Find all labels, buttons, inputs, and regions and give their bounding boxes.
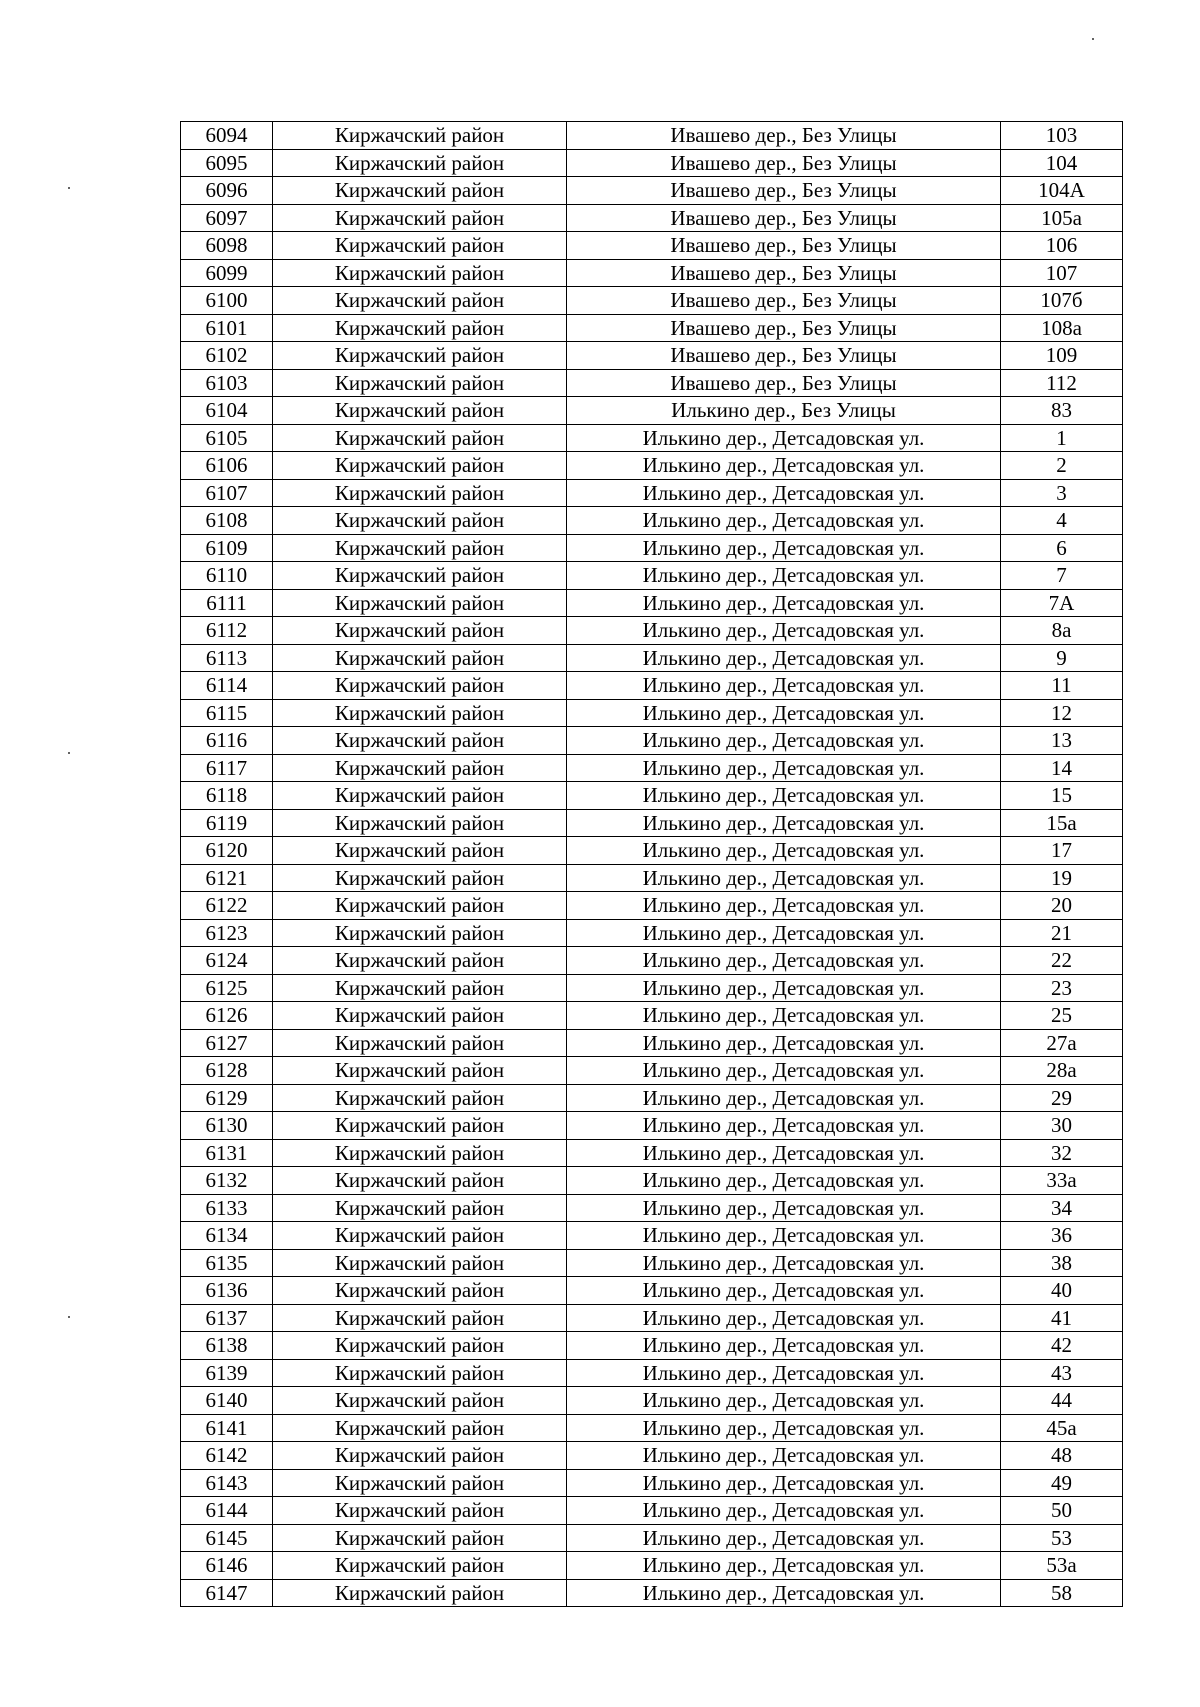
district-cell: Киржачский район (273, 644, 567, 672)
table-row (181, 122, 1123, 150)
row-number-cell: 6146 (181, 1552, 273, 1580)
house-number-cell: 2 (1001, 452, 1123, 480)
row-number-cell: 6116 (181, 727, 273, 755)
row-number-cell: 6124 (181, 947, 273, 975)
house-number-cell: 43 (1001, 1359, 1123, 1387)
address-cell: Илькино дер., Детсадовская ул. (567, 754, 1001, 782)
row-number-cell: 6121 (181, 864, 273, 892)
row-number-cell: 6142 (181, 1442, 273, 1470)
district-cell: Киржачский район (273, 177, 567, 205)
row-number-cell: 6129 (181, 1084, 273, 1112)
district-cell: Киржачский район (273, 947, 567, 975)
district-cell: Киржачский район (273, 122, 567, 150)
address-registry-table (180, 121, 1123, 1607)
house-number-cell: 49 (1001, 1469, 1123, 1497)
table-row (181, 397, 1123, 425)
district-cell: Киржачский район (273, 919, 567, 947)
district-cell: Киржачский район (273, 974, 567, 1002)
table-row (181, 562, 1123, 590)
table-row (181, 1222, 1123, 1250)
table-row (181, 947, 1123, 975)
house-number-cell: 8а (1001, 617, 1123, 645)
house-number-cell: 9 (1001, 644, 1123, 672)
address-cell: Илькино дер., Детсадовская ул. (567, 1304, 1001, 1332)
row-number-cell: 6120 (181, 837, 273, 865)
district-cell: Киржачский район (273, 259, 567, 287)
house-number-cell: 36 (1001, 1222, 1123, 1250)
table-row (181, 1029, 1123, 1057)
table-row (181, 1552, 1123, 1580)
address-cell: Илькино дер., Детсадовская ул. (567, 1167, 1001, 1195)
address-cell: Илькино дер., Без Улицы (567, 397, 1001, 425)
row-number-cell: 6094 (181, 122, 273, 150)
house-number-cell: 34 (1001, 1194, 1123, 1222)
house-number-cell: 44 (1001, 1387, 1123, 1415)
address-cell: Илькино дер., Детсадовская ул. (567, 424, 1001, 452)
house-number-cell: 6 (1001, 534, 1123, 562)
table-row (181, 1497, 1123, 1525)
row-number-cell: 6122 (181, 892, 273, 920)
table-row (181, 177, 1123, 205)
house-number-cell: 48 (1001, 1442, 1123, 1470)
table-row (181, 1469, 1123, 1497)
table-row (181, 837, 1123, 865)
house-number-cell: 112 (1001, 369, 1123, 397)
table-row (181, 919, 1123, 947)
table-row (181, 424, 1123, 452)
address-cell: Илькино дер., Детсадовская ул. (567, 507, 1001, 535)
address-cell: Илькино дер., Детсадовская ул. (567, 452, 1001, 480)
row-number-cell: 6139 (181, 1359, 273, 1387)
address-cell: Илькино дер., Детсадовская ул. (567, 1387, 1001, 1415)
row-number-cell: 6102 (181, 342, 273, 370)
row-number-cell: 6134 (181, 1222, 273, 1250)
table-row (181, 342, 1123, 370)
address-cell: Илькино дер., Детсадовская ул. (567, 1414, 1001, 1442)
row-number-cell: 6127 (181, 1029, 273, 1057)
address-cell: Илькино дер., Детсадовская ул. (567, 892, 1001, 920)
table-row (181, 149, 1123, 177)
row-number-cell: 6132 (181, 1167, 273, 1195)
table-row (181, 1112, 1123, 1140)
district-cell: Киржачский район (273, 864, 567, 892)
district-cell: Киржачский район (273, 1469, 567, 1497)
row-number-cell: 6109 (181, 534, 273, 562)
row-number-cell: 6130 (181, 1112, 273, 1140)
table-row (181, 974, 1123, 1002)
table-row (181, 1332, 1123, 1360)
table-row (181, 644, 1123, 672)
row-number-cell: 6136 (181, 1277, 273, 1305)
address-cell: Илькино дер., Детсадовская ул. (567, 1524, 1001, 1552)
table-row (181, 617, 1123, 645)
district-cell: Киржачский район (273, 1359, 567, 1387)
house-number-cell: 20 (1001, 892, 1123, 920)
row-number-cell: 6128 (181, 1057, 273, 1085)
row-number-cell: 6117 (181, 754, 273, 782)
district-cell: Киржачский район (273, 754, 567, 782)
address-cell: Ивашево дер., Без Улицы (567, 314, 1001, 342)
house-number-cell: 58 (1001, 1579, 1123, 1607)
house-number-cell: 104А (1001, 177, 1123, 205)
table-row (181, 1139, 1123, 1167)
table-row (181, 314, 1123, 342)
address-cell: Илькино дер., Детсадовская ул. (567, 947, 1001, 975)
house-number-cell: 23 (1001, 974, 1123, 1002)
house-number-cell: 45а (1001, 1414, 1123, 1442)
address-cell: Илькино дер., Детсадовская ул. (567, 1057, 1001, 1085)
table-row (181, 892, 1123, 920)
row-number-cell: 6113 (181, 644, 273, 672)
district-cell: Киржачский район (273, 452, 567, 480)
table-row (181, 204, 1123, 232)
house-number-cell: 22 (1001, 947, 1123, 975)
district-cell: Киржачский район (273, 1414, 567, 1442)
table-row (181, 1167, 1123, 1195)
district-cell: Киржачский район (273, 342, 567, 370)
district-cell: Киржачский район (273, 1332, 567, 1360)
row-number-cell: 6131 (181, 1139, 273, 1167)
row-number-cell: 6118 (181, 782, 273, 810)
house-number-cell: 107б (1001, 287, 1123, 315)
row-number-cell: 6110 (181, 562, 273, 590)
table-row (181, 1249, 1123, 1277)
address-cell: Ивашево дер., Без Улицы (567, 259, 1001, 287)
table-row (181, 1194, 1123, 1222)
district-cell: Киржачский район (273, 809, 567, 837)
row-number-cell: 6126 (181, 1002, 273, 1030)
address-cell: Илькино дер., Детсадовская ул. (567, 1002, 1001, 1030)
table-row (181, 1084, 1123, 1112)
row-number-cell: 6101 (181, 314, 273, 342)
table-body (181, 122, 1123, 1607)
row-number-cell: 6115 (181, 699, 273, 727)
district-cell: Киржачский район (273, 232, 567, 260)
table-row (181, 754, 1123, 782)
district-cell: Киржачский район (273, 287, 567, 315)
district-cell: Киржачский район (273, 699, 567, 727)
address-cell: Илькино дер., Детсадовская ул. (567, 1442, 1001, 1470)
address-cell: Илькино дер., Детсадовская ул. (567, 1277, 1001, 1305)
table-row (181, 1304, 1123, 1332)
house-number-cell: 13 (1001, 727, 1123, 755)
row-number-cell: 6119 (181, 809, 273, 837)
address-cell: Ивашево дер., Без Улицы (567, 342, 1001, 370)
district-cell: Киржачский район (273, 1057, 567, 1085)
house-number-cell: 108а (1001, 314, 1123, 342)
house-number-cell: 50 (1001, 1497, 1123, 1525)
house-number-cell: 103 (1001, 122, 1123, 150)
house-number-cell: 105а (1001, 204, 1123, 232)
row-number-cell: 6106 (181, 452, 273, 480)
address-cell: Илькино дер., Детсадовская ул. (567, 1469, 1001, 1497)
table-row (181, 534, 1123, 562)
district-cell: Киржачский район (273, 1524, 567, 1552)
house-number-cell: 83 (1001, 397, 1123, 425)
district-cell: Киржачский район (273, 204, 567, 232)
table-row (181, 809, 1123, 837)
table-row (181, 232, 1123, 260)
district-cell: Киржачский район (273, 1277, 567, 1305)
table-row (181, 479, 1123, 507)
address-cell: Илькино дер., Детсадовская ул. (567, 589, 1001, 617)
house-number-cell: 41 (1001, 1304, 1123, 1332)
district-cell: Киржачский район (273, 314, 567, 342)
house-number-cell: 25 (1001, 1002, 1123, 1030)
district-cell: Киржачский район (273, 672, 567, 700)
table-row (181, 589, 1123, 617)
house-number-cell: 32 (1001, 1139, 1123, 1167)
house-number-cell: 7А (1001, 589, 1123, 617)
address-cell: Ивашево дер., Без Улицы (567, 287, 1001, 315)
district-cell: Киржачский район (273, 1222, 567, 1250)
row-number-cell: 6111 (181, 589, 273, 617)
address-cell: Илькино дер., Детсадовская ул. (567, 1359, 1001, 1387)
row-number-cell: 6098 (181, 232, 273, 260)
district-cell: Киржачский район (273, 507, 567, 535)
table-row (181, 1002, 1123, 1030)
row-number-cell: 6145 (181, 1524, 273, 1552)
district-cell: Киржачский район (273, 1112, 567, 1140)
district-cell: Киржачский район (273, 589, 567, 617)
table-row (181, 452, 1123, 480)
address-cell: Илькино дер., Детсадовская ул. (567, 1084, 1001, 1112)
district-cell: Киржачский район (273, 149, 567, 177)
house-number-cell: 19 (1001, 864, 1123, 892)
table-row (181, 1442, 1123, 1470)
table-row (181, 507, 1123, 535)
row-number-cell: 6123 (181, 919, 273, 947)
row-number-cell: 6097 (181, 204, 273, 232)
district-cell: Киржачский район (273, 892, 567, 920)
house-number-cell: 38 (1001, 1249, 1123, 1277)
row-number-cell: 6114 (181, 672, 273, 700)
district-cell: Киржачский район (273, 562, 567, 590)
address-cell: Ивашево дер., Без Улицы (567, 369, 1001, 397)
address-cell: Ивашево дер., Без Улицы (567, 122, 1001, 150)
address-cell: Илькино дер., Детсадовская ул. (567, 699, 1001, 727)
scan-speck (68, 187, 70, 189)
district-cell: Киржачский район (273, 1167, 567, 1195)
address-cell: Илькино дер., Детсадовская ул. (567, 1029, 1001, 1057)
house-number-cell: 107 (1001, 259, 1123, 287)
row-number-cell: 6137 (181, 1304, 273, 1332)
table-row (181, 1359, 1123, 1387)
address-cell: Илькино дер., Детсадовская ул. (567, 1579, 1001, 1607)
address-cell: Ивашево дер., Без Улицы (567, 149, 1001, 177)
address-cell: Илькино дер., Детсадовская ул. (567, 974, 1001, 1002)
house-number-cell: 106 (1001, 232, 1123, 260)
district-cell: Киржачский район (273, 1084, 567, 1112)
district-cell: Киржачский район (273, 479, 567, 507)
row-number-cell: 6138 (181, 1332, 273, 1360)
row-number-cell: 6147 (181, 1579, 273, 1607)
district-cell: Киржачский район (273, 782, 567, 810)
address-cell: Илькино дер., Детсадовская ул. (567, 782, 1001, 810)
scan-speck (1092, 38, 1094, 40)
address-cell: Ивашево дер., Без Улицы (567, 177, 1001, 205)
district-cell: Киржачский район (273, 1002, 567, 1030)
address-cell: Илькино дер., Детсадовская ул. (567, 864, 1001, 892)
table-row (181, 259, 1123, 287)
address-cell: Илькино дер., Детсадовская ул. (567, 1552, 1001, 1580)
district-cell: Киржачский район (273, 1029, 567, 1057)
house-number-cell: 1 (1001, 424, 1123, 452)
house-number-cell: 30 (1001, 1112, 1123, 1140)
table-row (181, 369, 1123, 397)
address-cell: Илькино дер., Детсадовская ул. (567, 672, 1001, 700)
district-cell: Киржачский район (273, 424, 567, 452)
address-cell: Илькино дер., Детсадовская ул. (567, 837, 1001, 865)
row-number-cell: 6125 (181, 974, 273, 1002)
row-number-cell: 6096 (181, 177, 273, 205)
district-cell: Киржачский район (273, 837, 567, 865)
table-row (181, 1579, 1123, 1607)
table-row (181, 1057, 1123, 1085)
row-number-cell: 6095 (181, 149, 273, 177)
house-number-cell: 7 (1001, 562, 1123, 590)
address-cell: Илькино дер., Детсадовская ул. (567, 562, 1001, 590)
row-number-cell: 6144 (181, 1497, 273, 1525)
row-number-cell: 6108 (181, 507, 273, 535)
address-cell: Илькино дер., Детсадовская ул. (567, 534, 1001, 562)
house-number-cell: 3 (1001, 479, 1123, 507)
table-row (181, 1387, 1123, 1415)
house-number-cell: 14 (1001, 754, 1123, 782)
row-number-cell: 6143 (181, 1469, 273, 1497)
house-number-cell: 4 (1001, 507, 1123, 535)
district-cell: Киржачский район (273, 1442, 567, 1470)
house-number-cell: 15 (1001, 782, 1123, 810)
row-number-cell: 6103 (181, 369, 273, 397)
row-number-cell: 6112 (181, 617, 273, 645)
house-number-cell: 53а (1001, 1552, 1123, 1580)
row-number-cell: 6135 (181, 1249, 273, 1277)
address-cell: Илькино дер., Детсадовская ул. (567, 1194, 1001, 1222)
row-number-cell: 6133 (181, 1194, 273, 1222)
district-cell: Киржачский район (273, 1497, 567, 1525)
row-number-cell: 6099 (181, 259, 273, 287)
table-row (181, 699, 1123, 727)
house-number-cell: 28а (1001, 1057, 1123, 1085)
address-cell: Илькино дер., Детсадовская ул. (567, 1332, 1001, 1360)
house-number-cell: 42 (1001, 1332, 1123, 1360)
address-cell: Илькино дер., Детсадовская ул. (567, 809, 1001, 837)
house-number-cell: 104 (1001, 149, 1123, 177)
house-number-cell: 27а (1001, 1029, 1123, 1057)
address-cell: Илькино дер., Детсадовская ул. (567, 1112, 1001, 1140)
address-cell: Ивашево дер., Без Улицы (567, 204, 1001, 232)
address-cell: Илькино дер., Детсадовская ул. (567, 1249, 1001, 1277)
table-row (181, 1414, 1123, 1442)
district-cell: Киржачский район (273, 727, 567, 755)
row-number-cell: 6107 (181, 479, 273, 507)
address-cell: Илькино дер., Детсадовская ул. (567, 919, 1001, 947)
table-row (181, 287, 1123, 315)
district-cell: Киржачский район (273, 1249, 567, 1277)
district-cell: Киржачский район (273, 617, 567, 645)
row-number-cell: 6100 (181, 287, 273, 315)
row-number-cell: 6104 (181, 397, 273, 425)
district-cell: Киржачский район (273, 369, 567, 397)
table-row (181, 727, 1123, 755)
district-cell: Киржачский район (273, 1194, 567, 1222)
house-number-cell: 109 (1001, 342, 1123, 370)
house-number-cell: 29 (1001, 1084, 1123, 1112)
table-row (181, 672, 1123, 700)
address-cell: Илькино дер., Детсадовская ул. (567, 1139, 1001, 1167)
scan-speck (68, 752, 70, 754)
district-cell: Киржачский район (273, 1579, 567, 1607)
address-cell: Илькино дер., Детсадовская ул. (567, 1222, 1001, 1250)
house-number-cell: 12 (1001, 699, 1123, 727)
district-cell: Киржачский район (273, 1552, 567, 1580)
address-cell: Ивашево дер., Без Улицы (567, 232, 1001, 260)
table-row (181, 1524, 1123, 1552)
house-number-cell: 21 (1001, 919, 1123, 947)
district-cell: Киржачский район (273, 1139, 567, 1167)
house-number-cell: 17 (1001, 837, 1123, 865)
address-cell: Илькино дер., Детсадовская ул. (567, 1497, 1001, 1525)
house-number-cell: 33а (1001, 1167, 1123, 1195)
district-cell: Киржачский район (273, 397, 567, 425)
district-cell: Киржачский район (273, 1304, 567, 1332)
address-cell: Илькино дер., Детсадовская ул. (567, 479, 1001, 507)
row-number-cell: 6105 (181, 424, 273, 452)
table-row (181, 1277, 1123, 1305)
table-row (181, 864, 1123, 892)
scan-speck (68, 1316, 70, 1318)
district-cell: Киржачский район (273, 534, 567, 562)
row-number-cell: 6140 (181, 1387, 273, 1415)
house-number-cell: 11 (1001, 672, 1123, 700)
address-cell: Илькино дер., Детсадовская ул. (567, 727, 1001, 755)
address-cell: Илькино дер., Детсадовская ул. (567, 617, 1001, 645)
table-row (181, 782, 1123, 810)
district-cell: Киржачский район (273, 1387, 567, 1415)
row-number-cell: 6141 (181, 1414, 273, 1442)
house-number-cell: 40 (1001, 1277, 1123, 1305)
address-cell: Илькино дер., Детсадовская ул. (567, 644, 1001, 672)
house-number-cell: 53 (1001, 1524, 1123, 1552)
house-number-cell: 15а (1001, 809, 1123, 837)
